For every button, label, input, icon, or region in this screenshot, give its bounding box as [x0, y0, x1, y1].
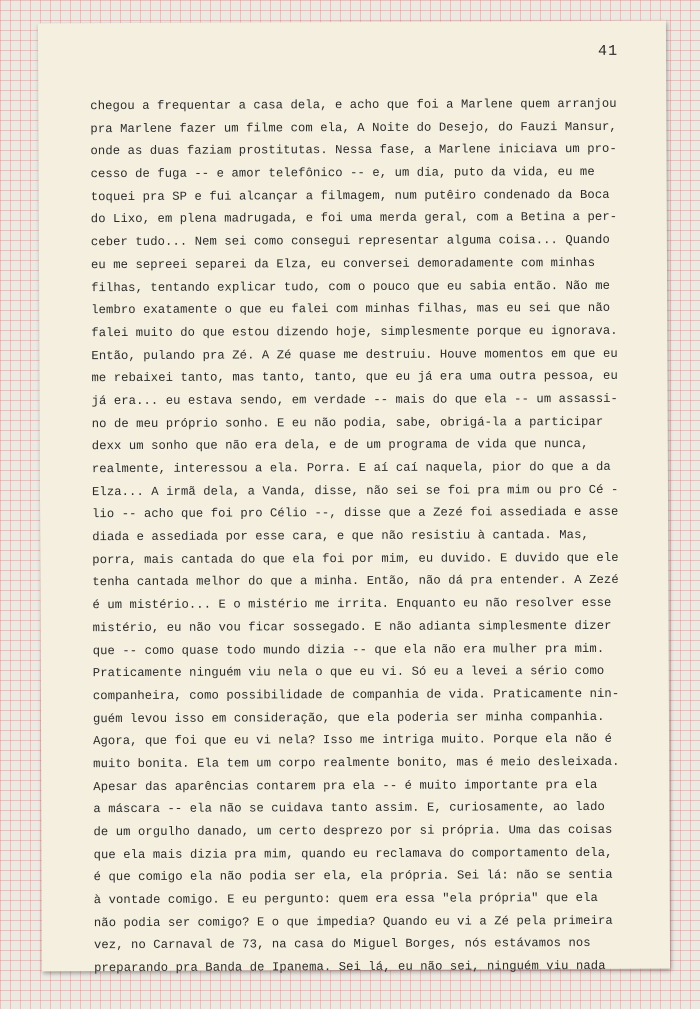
- text-line: é que comigo ela não podia ser ela, ela própria. Sei lá: não se sentia: [93, 868, 613, 885]
- text-line: do Lixo, em plena madrugada, e foi uma merda geral, com a Betina a per-: [90, 210, 618, 227]
- text-line: lio -- acho que foi pro Célio --, disse que a Zezé foi assediada e asse: [92, 505, 619, 522]
- text-line: a máscara -- ela não se cuidava tanto assim. E, curiosamente, ao lado: [93, 800, 605, 817]
- text-line: lembro exatamente o que eu falei com minhas filhas, mas eu sei que não: [91, 301, 611, 318]
- text-line: vez, no Carnaval de 73, na casa do Miguel Borges, nós estávamos nos: [93, 936, 591, 953]
- text-line: dexx um sonho que não era dela, e de um programa de vida que nunca,: [91, 437, 589, 454]
- text-line: falei muito do que estou dizendo hoje, simplesmente porque eu ignorava.: [91, 323, 618, 341]
- text-line: pra Marlene fazer um filme com ela, A Noite do Desejo, do Fauzi Mansur,: [90, 119, 617, 136]
- text-line: Praticamente ninguém viu nela o que eu vi. Só eu a levei a sério como: [92, 664, 605, 681]
- text-line: ceber tudo... Nem sei como consegui representar alguma coisa... Quando: [90, 233, 610, 250]
- text-line: cesso de fuga -- e amor telefônico -- e, um dia, puto da vida, eu me: [90, 165, 595, 182]
- text-line: preparando pra Banda de Ipanema. Sei lá, eu não sei, ninguém viu nada: [94, 959, 606, 976]
- text-line: à vontade comigo. E eu pergunto: quem era essa "ela própria" que ela: [93, 891, 598, 908]
- text-line: é um mistério... E o mistério me irrita. Enquanto eu não resolver esse: [92, 596, 612, 613]
- text-line: realmente, interessou a ela. Porra. E aí caí naquela, pior do que a da: [91, 459, 611, 477]
- text-line: muito bonita. Ela tem um corpo realmente bonito, mas é meio desleixada.: [93, 754, 620, 772]
- text-line: companheira, como possibilidade de companhia de vida. Praticamente nin-: [92, 686, 620, 704]
- text-line: tenha cantada melhor do que a minha. Então, não dá pra entender. A Zezé: [92, 573, 619, 590]
- page-number: 41: [598, 42, 619, 60]
- text-line: chegou a frequentar a casa dela, e acho que foi a Marlene quem arranjou: [90, 96, 617, 114]
- text-line: Elza... A irmã dela, a Vanda, disse, não sei se foi pra mim ou pro Cé -: [91, 482, 619, 499]
- text-line: onde as duas faziam prostitutas. Nessa fase, a Marlene iniciava um pro-: [90, 142, 617, 159]
- text-line: de um orgulho danado, um certo desprezo por si própria. Uma das coisas: [93, 822, 613, 840]
- text-line: que -- como quase todo mundo dizia -- que ela não era mulher pra mim.: [92, 641, 605, 658]
- text-line: mistério, eu não vou ficar sossegado. E não adianta simplesmente dizer: [92, 618, 612, 635]
- text-line: já era... eu estava sendo, em verdade -- mais do que ela -- um assassi-: [91, 391, 618, 409]
- text-line: porra, mais cantada do que ela foi por mim, eu duvido. E duvido que ele: [92, 550, 619, 567]
- text-line: diada e assediada por esse cara, e que não resistiu à cantada. Mas,: [92, 528, 589, 545]
- text-line: Agora, que foi que eu vi nela? Isso me intriga muito. Porque ela não é: [93, 732, 613, 749]
- text-line: filhas, tentando explicar tudo, com o pouco que eu sabia então. Não me: [91, 278, 611, 295]
- text-line: me rebaixei tanto, mas tanto, tanto, que eu já era uma outra pessoa, eu: [91, 369, 618, 386]
- typed-text-body: [90, 93, 654, 980]
- text-line: Então, pulando pra Zé. A Zé quase me destruiu. Houve momentos em que eu: [91, 346, 618, 363]
- text-line: guém levou isso em consideração, que ela poderia ser minha companhia.: [92, 709, 605, 726]
- text-line: no de meu próprio sonho. E eu não podia, sabe, obrigá-la a participar: [91, 414, 604, 431]
- text-line: que ela mais dizia pra mim, quando eu reclamava do comportamento dela,: [93, 845, 613, 862]
- text-line: Apesar das aparências contarem pra ela -- é muito importante pra ela: [93, 777, 598, 794]
- text-line: não podia ser comigo? E o que impedia? Quando eu vi a Zé pela primeira: [93, 913, 613, 930]
- typewritten-page: [38, 21, 670, 976]
- text-line: eu me sepreei separei da Elza, eu conversei demoradamente com minhas: [90, 255, 596, 272]
- text-line: toquei pra SP e fui alcançar a filmagem, num putêiro condenado da Boca: [90, 187, 610, 204]
